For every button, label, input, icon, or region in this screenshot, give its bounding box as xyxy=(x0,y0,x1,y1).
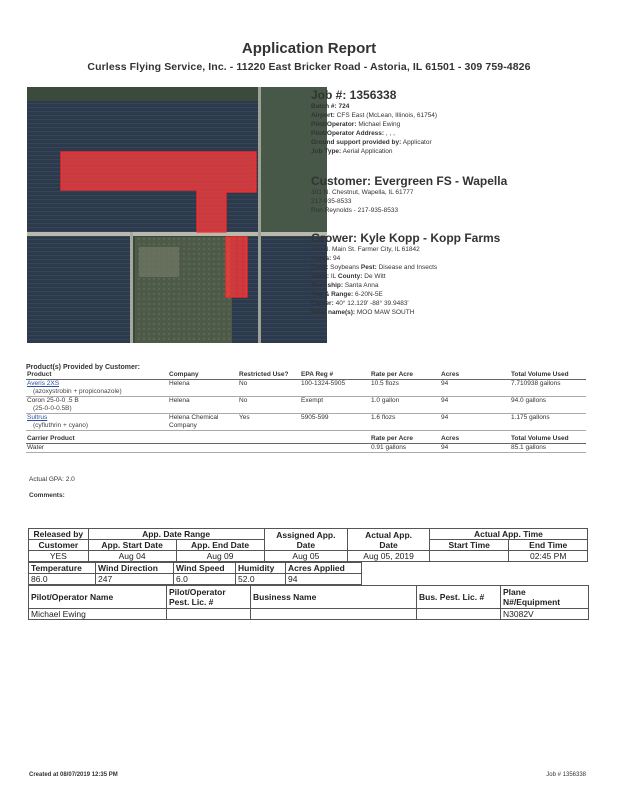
products-table xyxy=(26,371,586,453)
table-row: Coron 25-0-0 .5 B (25-0-0-0.5B) Helena No Exempt 1.0 gallon 94 94.0 gallons xyxy=(26,397,586,414)
dates-table: Released by App. Date Range Assigned App. Date Actual App. Date Actual App. Time Customer App. Start Date App. End Date Start Time End Time YES Aug 04 Aug 09 Aug 05 Aug 05, 2019 02:45 PM xyxy=(28,528,588,562)
pilot-table: Pilot/Operator Name Pilot/Operator Pest. Lic. # Business Name Bus. Pest. Lic. # Plane N#/Equipment Michael Ewing N3082V xyxy=(28,585,589,620)
grower-heading: Grower: Kyle Kopp - Kopp Farms xyxy=(311,231,501,245)
product-link[interactable]: Averis 2XS xyxy=(27,380,60,387)
comments-label: Comments: xyxy=(29,492,65,499)
actual-gpa: Actual GPA: 2.0 xyxy=(29,476,75,483)
products-section-label: Product(s) Provided by Customer: xyxy=(26,364,140,371)
aerial-map xyxy=(27,87,327,343)
grower-info: Grower: Kyle Kopp - Kopp Farms 910 N. Main St. Farmer City, IL 61842 Acres: 94 Crop: Soybeans Pest: Disease and Insects State: IL County: De Witt Township: Santa Anna Tier & Range: 6-20N-5E Center: 40° 12.129' -88° 39.9483' Field name(s): MOO MAW SOUTH xyxy=(311,231,501,316)
application-details xyxy=(28,528,588,620)
customer-heading: Customer: Evergreen FS - Wapella xyxy=(311,174,508,188)
footer-job-number: Job # 1356338 xyxy=(546,772,586,778)
carrier-row: Water 0.91 gallons 94 85.1 gallons xyxy=(26,444,586,453)
report-title: Application Report xyxy=(241,40,377,57)
job-heading: Job #: 1356338 xyxy=(311,88,397,102)
job-info: Job #: 1356338 Batch #: 724 Airport: CFS East (McLean, Illinois, 61754) Pilot/Operator: Michael Ewing Pilot/Operator Address: , , , Ground support provided by: Applicator Job Type: Aerial Application xyxy=(311,88,438,155)
products-header-row: Product Company Restricted Use? EPA Reg # Rate per Acre Acres Total Volume Used xyxy=(26,371,586,380)
carrier-header-row: Carrier Product Rate per Acre Acres Total Volume Used xyxy=(26,431,586,444)
table-row: Averis 2XS (azoxystrobin + propiconazole) Helena No 100-1324-5905 10.5 flozs 94 7.710938 gallons xyxy=(26,380,586,397)
product-link[interactable]: Sultrus xyxy=(27,414,48,421)
weather-table: Temperature Wind Direction Wind Speed Humidity Acres Applied 86.0 247 6.0 52.0 94 xyxy=(28,562,362,585)
table-row: Sultrus (cyfluthrin + cyano) Helena Chemical Company Yes 5905-599 1.6 flozs 94 1.175 gallons xyxy=(26,414,586,431)
products-section xyxy=(26,364,586,453)
customer-info: Customer: Evergreen FS - Wapella 301 N. Chestnut, Wapella, IL 61777 217-935-8533 Ron Reynolds - 217-935-8533 xyxy=(311,174,508,214)
company-line: Curless Flying Service, Inc. - 11220 East Bricker Road - Astoria, IL 61501 - 309 759-4826 xyxy=(87,61,531,73)
created-timestamp: Created at 08/07/2019 12:35 PM xyxy=(29,772,118,778)
